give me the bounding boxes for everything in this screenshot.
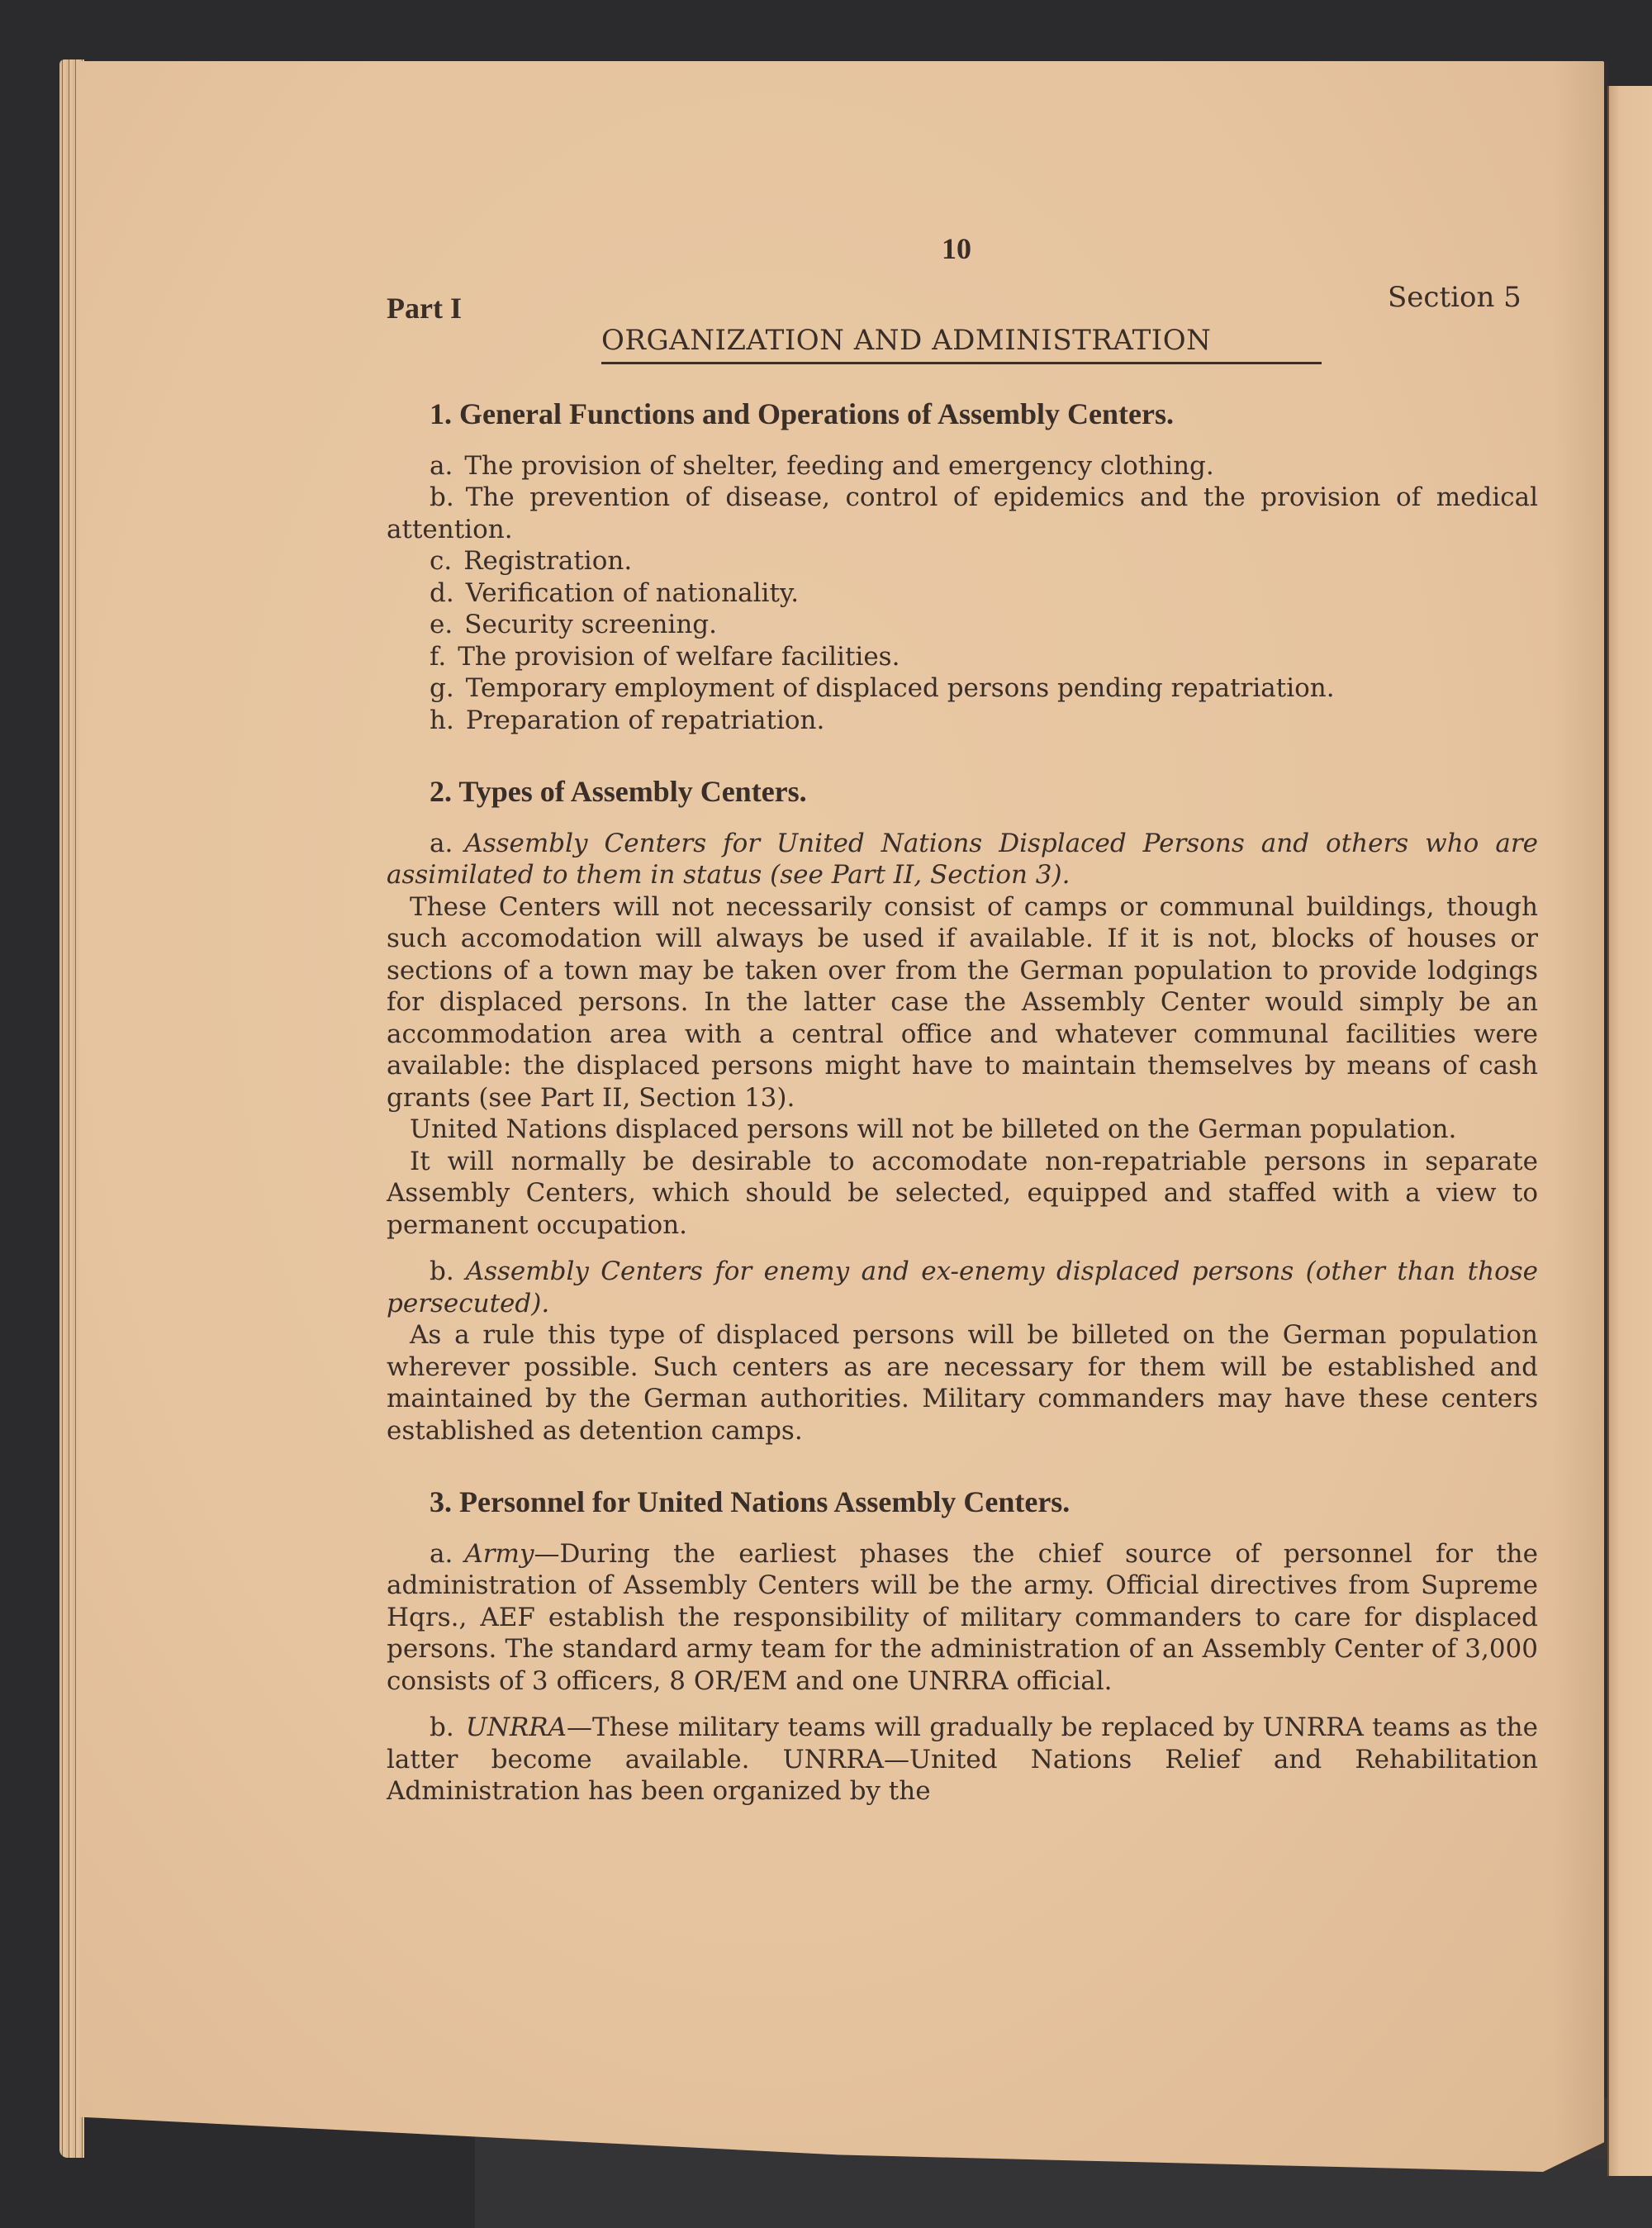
spacer: [387, 1697, 1538, 1712]
list-item: h. Preparation of repatriation.: [430, 705, 825, 735]
facing-page-edge: [1607, 86, 1652, 2176]
list-item: c. Registration.: [430, 546, 633, 576]
list-item: b. The prevention of disease, control of epidemics and the provision of medical attention.: [387, 482, 1538, 544]
gutter-shadow: [1553, 61, 1607, 2159]
body-text: [387, 388, 1538, 1808]
paragraph: As a rule this type of displaced persons will be billeted on the German population wherever possible. Such centers as are necessary for them will be established and maintained by the German authorities. Military commanders may have these centers established as detention camps.: [387, 1320, 1538, 1446]
page-title: ORGANIZATION AND ADMINISTRATION: [601, 324, 1322, 364]
spacer: [387, 1447, 1538, 1476]
paragraph: It will normally be desirable to accomodate non-repatriable persons in separate Assembly Centers, which should be selected, equipped and staffed with a view to permanent occupation.: [387, 1146, 1538, 1240]
list-item: a. The provision of shelter, feeding and emergency clothing.: [430, 450, 1214, 481]
subsection-3a: a. Army—During the earliest phases the chief source of personnel for the administration of Assembly Centers will be the army. Official directives from Supreme Hqrs., AEF establish the responsibility of military commanders to care for displaced persons. The standard army team for the administration of an Assembly Center of 3,000 consists of 3 officers, 8 OR/EM and one UNRRA official.: [387, 1538, 1538, 1696]
section-label: Section 5: [1388, 281, 1521, 314]
subsection-3b: b. UNRRA—These military teams will gradually be replaced by UNRRA teams as the latter become available. UNRRA—United Nations Relief and Rehabilitation Administration has been organized by the: [387, 1713, 1538, 1806]
subsection-title-2b: b. Assembly Centers for enemy and ex-enemy displaced persons (other than those persecuted).: [387, 1257, 1538, 1318]
list-item: d. Verification of nationality.: [430, 577, 800, 608]
section-heading-1: 1. General Functions and Operations of Assembly Centers.: [430, 397, 1175, 430]
section-heading-2: 2. Types of Assembly Centers.: [430, 775, 807, 808]
list-item: f. The provision of welfare facilities.: [430, 641, 900, 672]
page-number: 10: [942, 232, 971, 265]
paragraph: These Centers will not necessarily consist of camps or communal buildings, though such accomodation will always be used if available. If it is not, blocks of houses or sections of a town may be taken over from the German population to provide lodgings for displaced persons. In the latter case the Assembly Center would simply be an accommodation area with a central office and whatever communal facilities were available: the displaced persons might have to maintain themselves by means of cash grants (see Part II, Section 13).: [387, 891, 1538, 1113]
spacer: [387, 1241, 1538, 1256]
section-heading-3: 3. Personnel for United Nations Assembly Centers.: [430, 1485, 1070, 1518]
part-label: Part I: [387, 292, 462, 325]
function-list: [387, 450, 1538, 737]
subsection-title-2a: a. Assembly Centers for United Nations Displaced Persons and others who are assimilated to them in status (see Part II, Section 3).: [387, 828, 1538, 890]
spacer: [387, 736, 1538, 766]
list-item: g. Temporary employment of displaced persons pending repatriation.: [430, 673, 1335, 703]
list-item: e. Security screening.: [430, 610, 717, 639]
paragraph: United Nations displaced persons will not be billeted on the German population.: [410, 1114, 1457, 1144]
